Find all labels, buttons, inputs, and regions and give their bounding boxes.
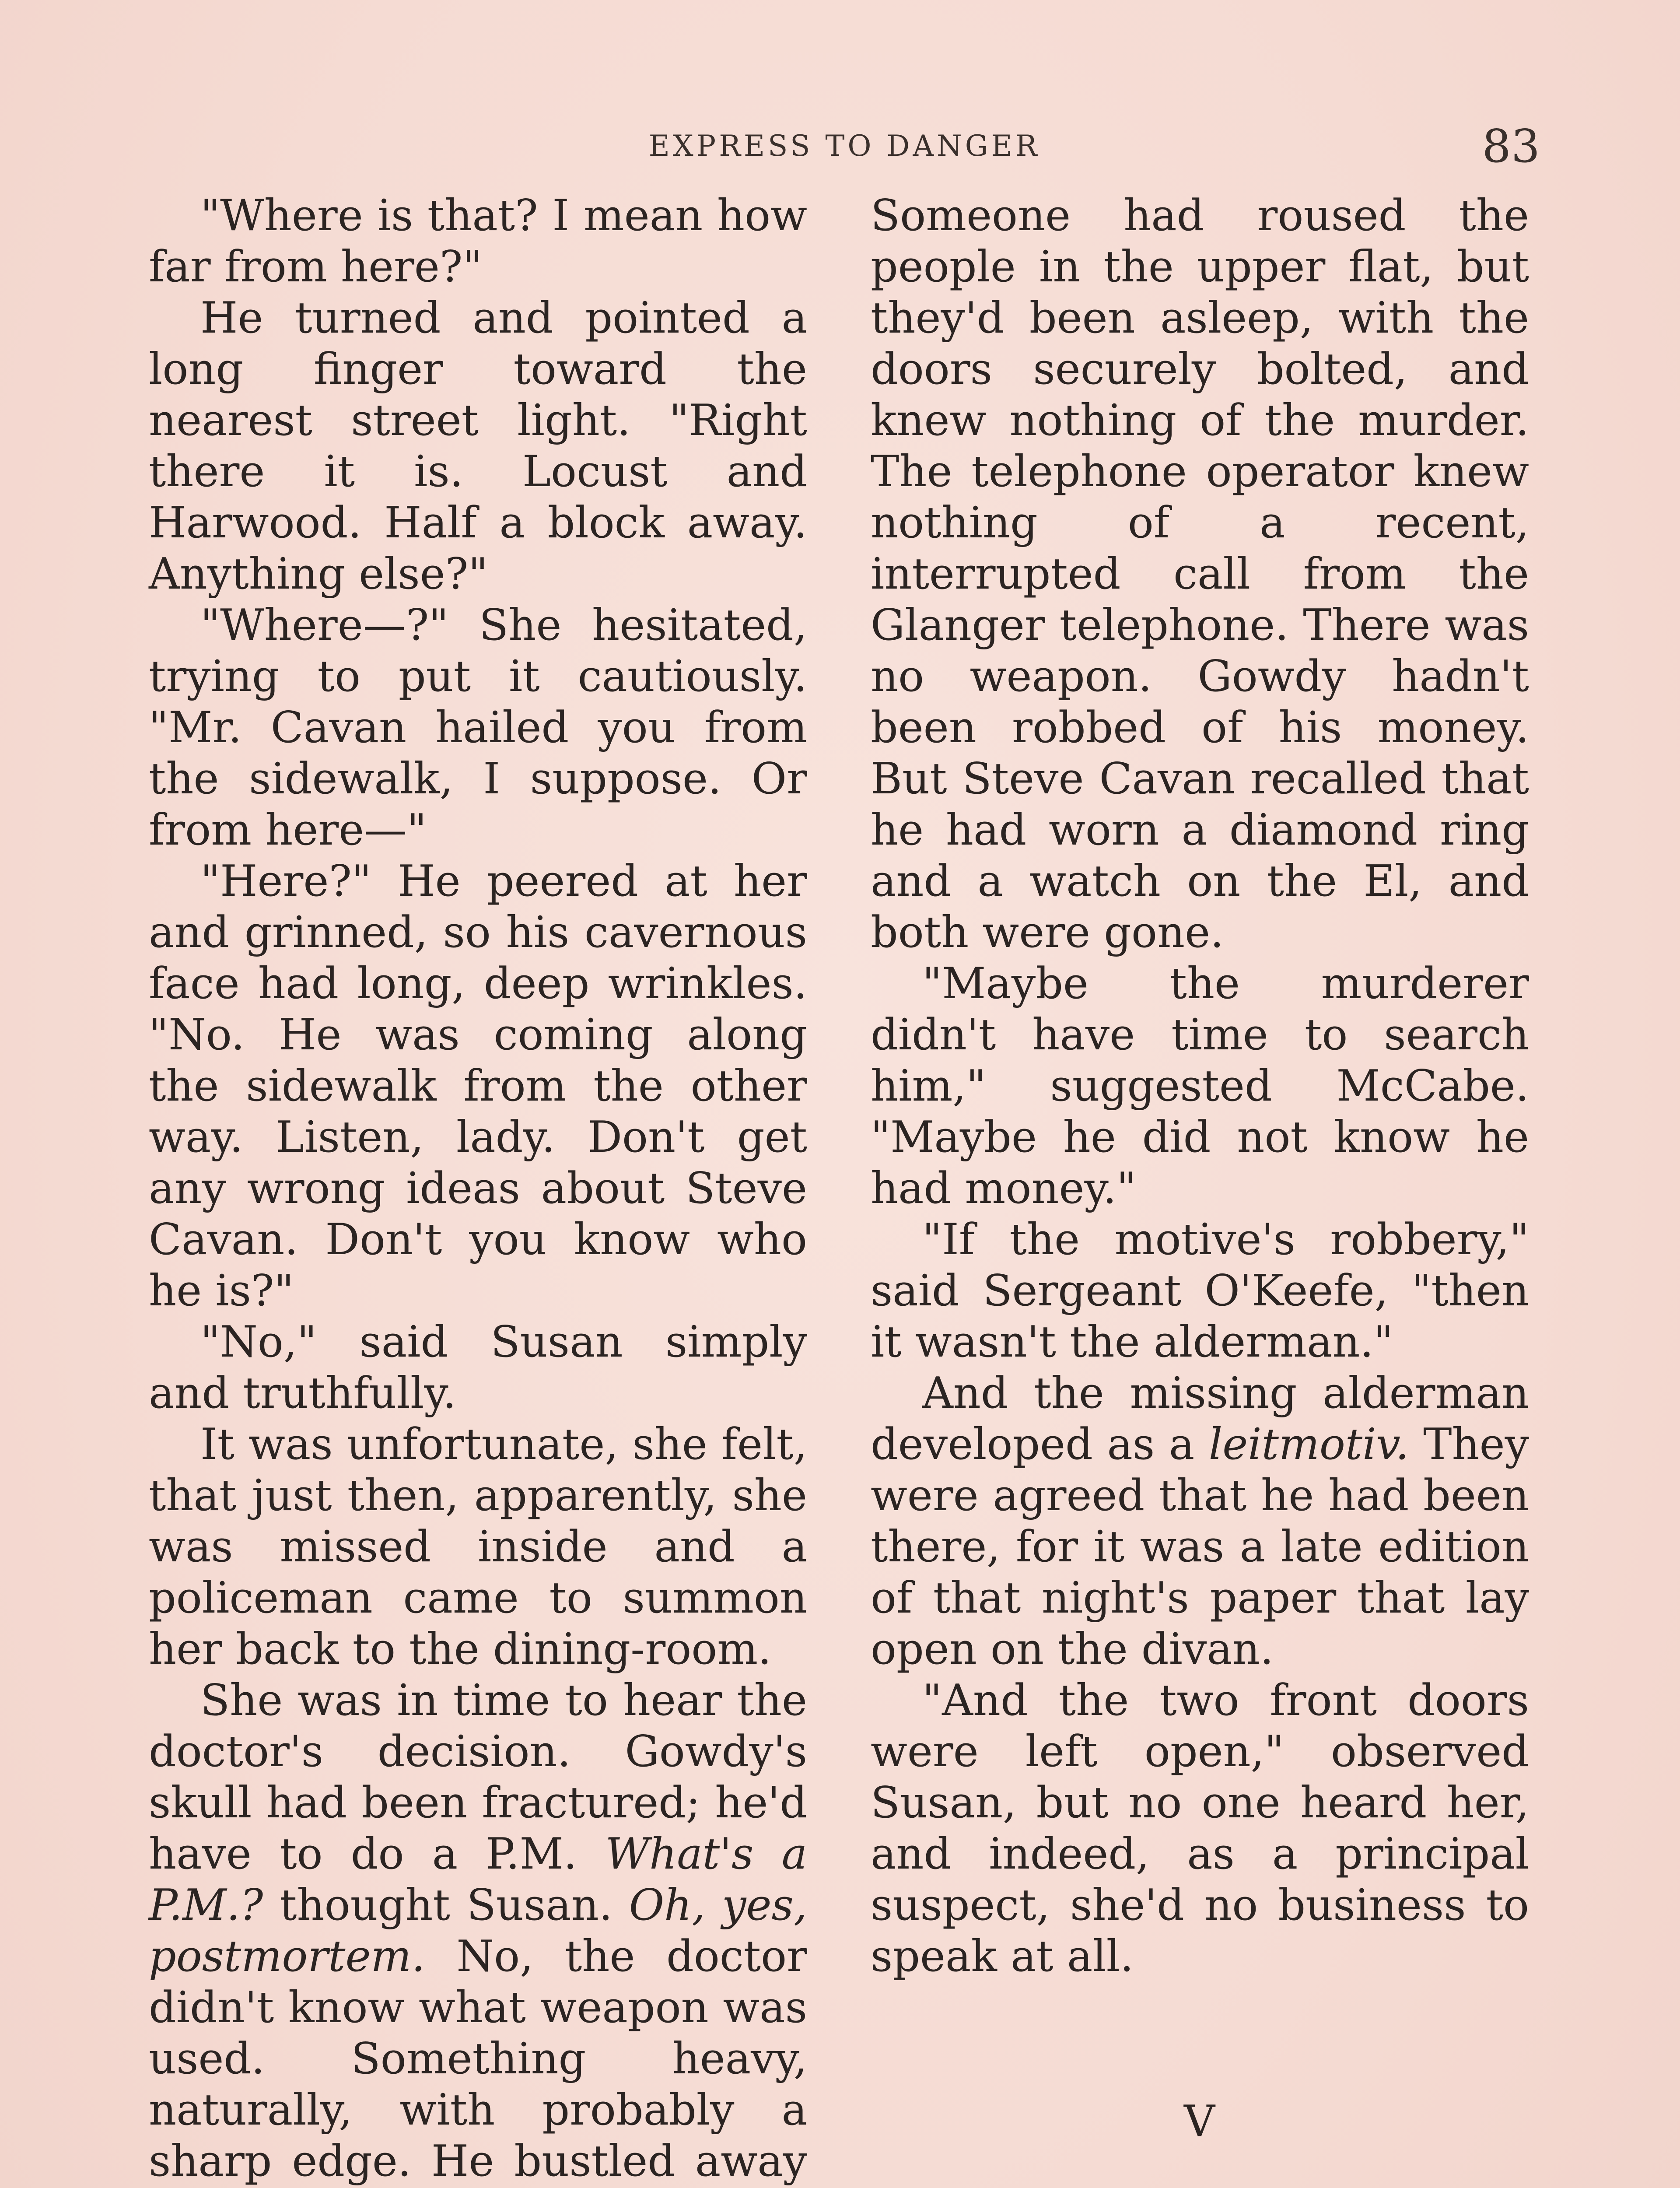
paragraph-leitmotiv	[871, 1368, 1529, 1675]
page-number: 83	[1482, 119, 1540, 173]
paragraph-mccabe: "Maybe the murderer didn't have time to search him," suggested McCabe. "Maybe he did not know he had money."	[871, 959, 1529, 1213]
paragraph: "Where is that? I mean how far from here?"	[149, 191, 807, 292]
chapter-heading: V	[1184, 2097, 1216, 2146]
paragraph-text: She was in time to hear the doctor's decision. Gowdy's skull had been fractured; he'd have to do a P.M.	[149, 1676, 807, 1879]
paragraph: He turned and pointed a long finger toward the nearest street light. "Right there it is. Locust and Harwood. Half a block away. Anything else?"	[149, 293, 807, 599]
right-column	[871, 190, 1529, 2188]
paragraph-okeefe: "If the motive's robbery," said Sergeant O'Keefe, "then it wasn't the alderman."	[871, 1215, 1529, 1367]
paragraph-text: They were agreed that he had been there, for it was a late edition of that night's paper that lay open on the divan.	[871, 1420, 1529, 1674]
paragraph: "No," said Susan simply and truthfully.	[149, 1317, 807, 1418]
running-head: EXPRESS TO DANGER	[648, 129, 1040, 163]
italic-leitmotiv: leitmotiv.	[1208, 1420, 1409, 1469]
paragraph-text: No, the doctor didn't know what weapon was used. Something heavy, naturally, with probably a sharp edge. He bustled away	[149, 1932, 807, 2186]
paragraph: "Here?" He peered at her and grinned, so his cavernous face had long, deep wrinkles. "No. He was coming along the sidewalk from the other way. Listen, lady. Don't get any wrong ideas about Steve Cavan. Don't you know who he is?"	[149, 856, 807, 1316]
paragraph: "Where—?" She hesitated, trying to put it cautiously. "Mr. Cavan hailed you from the sidewalk, I suppose. Or from here—"	[149, 600, 807, 855]
page-header	[149, 119, 1540, 173]
paragraph-continued: Someone had roused the people in the upper flat, but they'd been asleep, with the doors securely bolted, and knew nothing of the murder. The telephone operator knew nothing of a recent, interrupted call from the Glanger telephone. There was no weapon. Gowdy hadn't been robbed of his money. But Steve Cavan recalled that he had worn a diamond ring and a watch on the El, and both were gone.	[871, 191, 1529, 957]
left-column	[149, 190, 807, 2188]
paragraph-text: thought Susan.	[263, 1880, 629, 1930]
paragraph-text: And the missing alderman developed as a	[871, 1368, 1529, 1469]
italic-thought-postmortem: Oh, yes, postmortem.	[149, 1880, 807, 1981]
paragraph-doctor-decision	[149, 1675, 807, 2188]
paragraph-front-doors: "And the two front doors were left open," observed Susan, but no one heard her, and indeed, as a principal suspect, she'd no business to speak at all.	[871, 1676, 1529, 1981]
italic-thought-pm: What's a P.M.?	[149, 1829, 807, 1930]
paragraph: It was unfortunate, she felt, that just then, apparently, she was missed inside and a policeman came to summon her back to the dining-room.	[149, 1420, 807, 1674]
left-paragraph-list	[149, 190, 807, 1675]
